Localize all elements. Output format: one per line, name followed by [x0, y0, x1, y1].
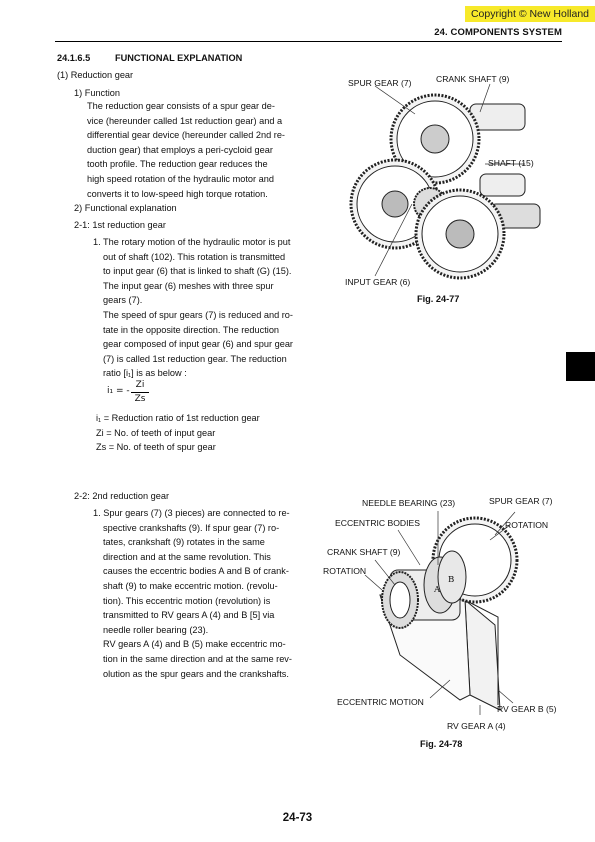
function-line: vice (hereunder called 1st reduction gear) and a [87, 115, 283, 126]
second-reduction-line: tion in the same direction and at the same rev- [103, 653, 292, 664]
function-line: converts it to low-speed high torque rotation. [87, 188, 268, 199]
caption-fig-24-78: Fig. 24-78 [420, 739, 463, 749]
function-paragraph [87, 99, 285, 201]
label-needle-bearing-23: NEEDLE BEARING (23) [362, 498, 456, 508]
label-eccentric-b: B [448, 575, 455, 585]
first-reduction-paragraph [93, 235, 293, 381]
second-reduction-line: needle roller bearing (23). [103, 624, 209, 635]
figure-24-77-illustration [320, 64, 560, 296]
second-reduction-line: direction and at the same revolution. This [103, 551, 271, 562]
second-reduction-line: spective crankshafts (9). If spur gear (7) ro- [103, 522, 280, 533]
caption-fig-24-77: Fig. 24-77 [417, 294, 460, 304]
header-rule [55, 41, 562, 42]
first-reduction-line: 1. The rotary motion of the hydraulic motor is put [93, 237, 291, 247]
page-number: 24-73 [282, 812, 313, 824]
label-crank-shaft-9: CRANK SHAFT (9) [327, 547, 401, 557]
function-line: duction gear) that employs a peri-cycloid gear [87, 144, 273, 155]
second-reduction-paragraph [93, 506, 292, 681]
label-eccentric-bodies: ECCENTRIC BODIES [335, 518, 420, 528]
first-reduction-line: out of shaft (102). This rotation is transmitted [103, 251, 286, 262]
fraction-bar [131, 392, 149, 393]
second-reduction-line: shaft (9) to make eccentric motion. (revolu- [103, 580, 278, 591]
label-eccentric-motion: ECCENTRIC MOTION [337, 697, 424, 707]
second-reduction-line: 1. Spur gears (7) (3 pieces) are connected to re- [93, 508, 290, 518]
first-reduction-line: The input gear (6) meshes with three spur [103, 280, 274, 291]
functional-explanation-heading: 2) Functional explanation [74, 203, 177, 213]
first-reduction-line: to input gear (6) that is linked to shaft (G) (15). [103, 266, 292, 277]
first-reduction-line: tate in the opposite direction. The reduction [103, 324, 280, 335]
label-eccentric-a: A [434, 585, 441, 595]
first-reduction-line: ratio [i₁] is as below : [103, 368, 187, 379]
first-reduction-line: (7) is called 1st reduction gear. The reduction [103, 353, 287, 364]
function-line: tooth profile. The reduction gear reduces the [87, 159, 268, 170]
function-line: The reduction gear consists of a spur gear de- [87, 101, 275, 111]
function-line: high speed rotation of the hydraulic motor and [87, 173, 274, 184]
label-input-gear-6: INPUT GEAR (6) [345, 277, 411, 287]
heading-number: 24.1.6.5 [57, 53, 91, 63]
definition-line: Zi = No. of teeth of input gear [96, 427, 216, 438]
label-rotation-right: ROTATION [505, 520, 549, 530]
second-reduction-heading: 2-2: 2nd reduction gear [74, 491, 170, 501]
first-reduction-line: gear composed of input gear (6) and spur gear [103, 339, 293, 350]
label-spur-gear-7: SPUR GEAR (7) [348, 78, 412, 88]
function-line: differential gear device (hereunder called 2nd re- [87, 130, 285, 141]
definitions [96, 411, 260, 455]
second-reduction-line: tates, crankshaft (9) rotates in the same [103, 537, 265, 548]
label-spur-gear-7: SPUR GEAR (7) [489, 496, 553, 506]
label-crank-shaft-9: CRANK SHAFT (9) [436, 74, 510, 84]
definition-line: i₁ = Reduction ratio of 1st reduction gear [96, 413, 260, 423]
function-heading: 1) Function [74, 88, 120, 98]
copyright-banner: Copyright © New Holland [465, 6, 595, 22]
second-reduction-line: tion). This eccentric motion (revolution) is [103, 595, 271, 606]
first-reduction-line: The speed of spur gears (7) is reduced and ro- [103, 309, 293, 320]
label-rotation-left: ROTATION [323, 566, 367, 576]
formula-numerator: Zi [135, 380, 145, 390]
figure-24-78-illustration [320, 505, 560, 715]
formula-lhs: i₁ = - [107, 386, 130, 396]
definition-line: Zs = No. of teeth of spur gear [96, 442, 216, 453]
section-title: 24. COMPONENTS SYSTEM [434, 27, 562, 38]
first-reduction-line: gears (7). [103, 295, 143, 306]
second-reduction-line: olution as the spur gears and the crankshafts. [103, 668, 289, 679]
label-shaft-15: SHAFT (15) [488, 158, 534, 168]
formula-denominator: Zs [134, 394, 146, 404]
second-reduction-line: causes the eccentric bodies A and B of crank- [103, 566, 289, 577]
second-reduction-line: transmitted to RV gears A (4) and B [5] via [103, 610, 275, 621]
chapter-tab-marker [566, 352, 595, 381]
item-reduction-gear: (1) Reduction gear [57, 70, 134, 80]
label-rv-gear-a-4: RV GEAR A (4) [447, 721, 506, 731]
second-reduction-line: RV gears A (4) and B (5) make eccentric mo- [103, 639, 286, 650]
first-reduction-heading: 2-1: 1st reduction gear [74, 220, 166, 230]
label-rv-gear-b-5: RV GEAR B (5) [497, 704, 557, 714]
heading-title: FUNCTIONAL EXPLANATION [115, 53, 243, 63]
